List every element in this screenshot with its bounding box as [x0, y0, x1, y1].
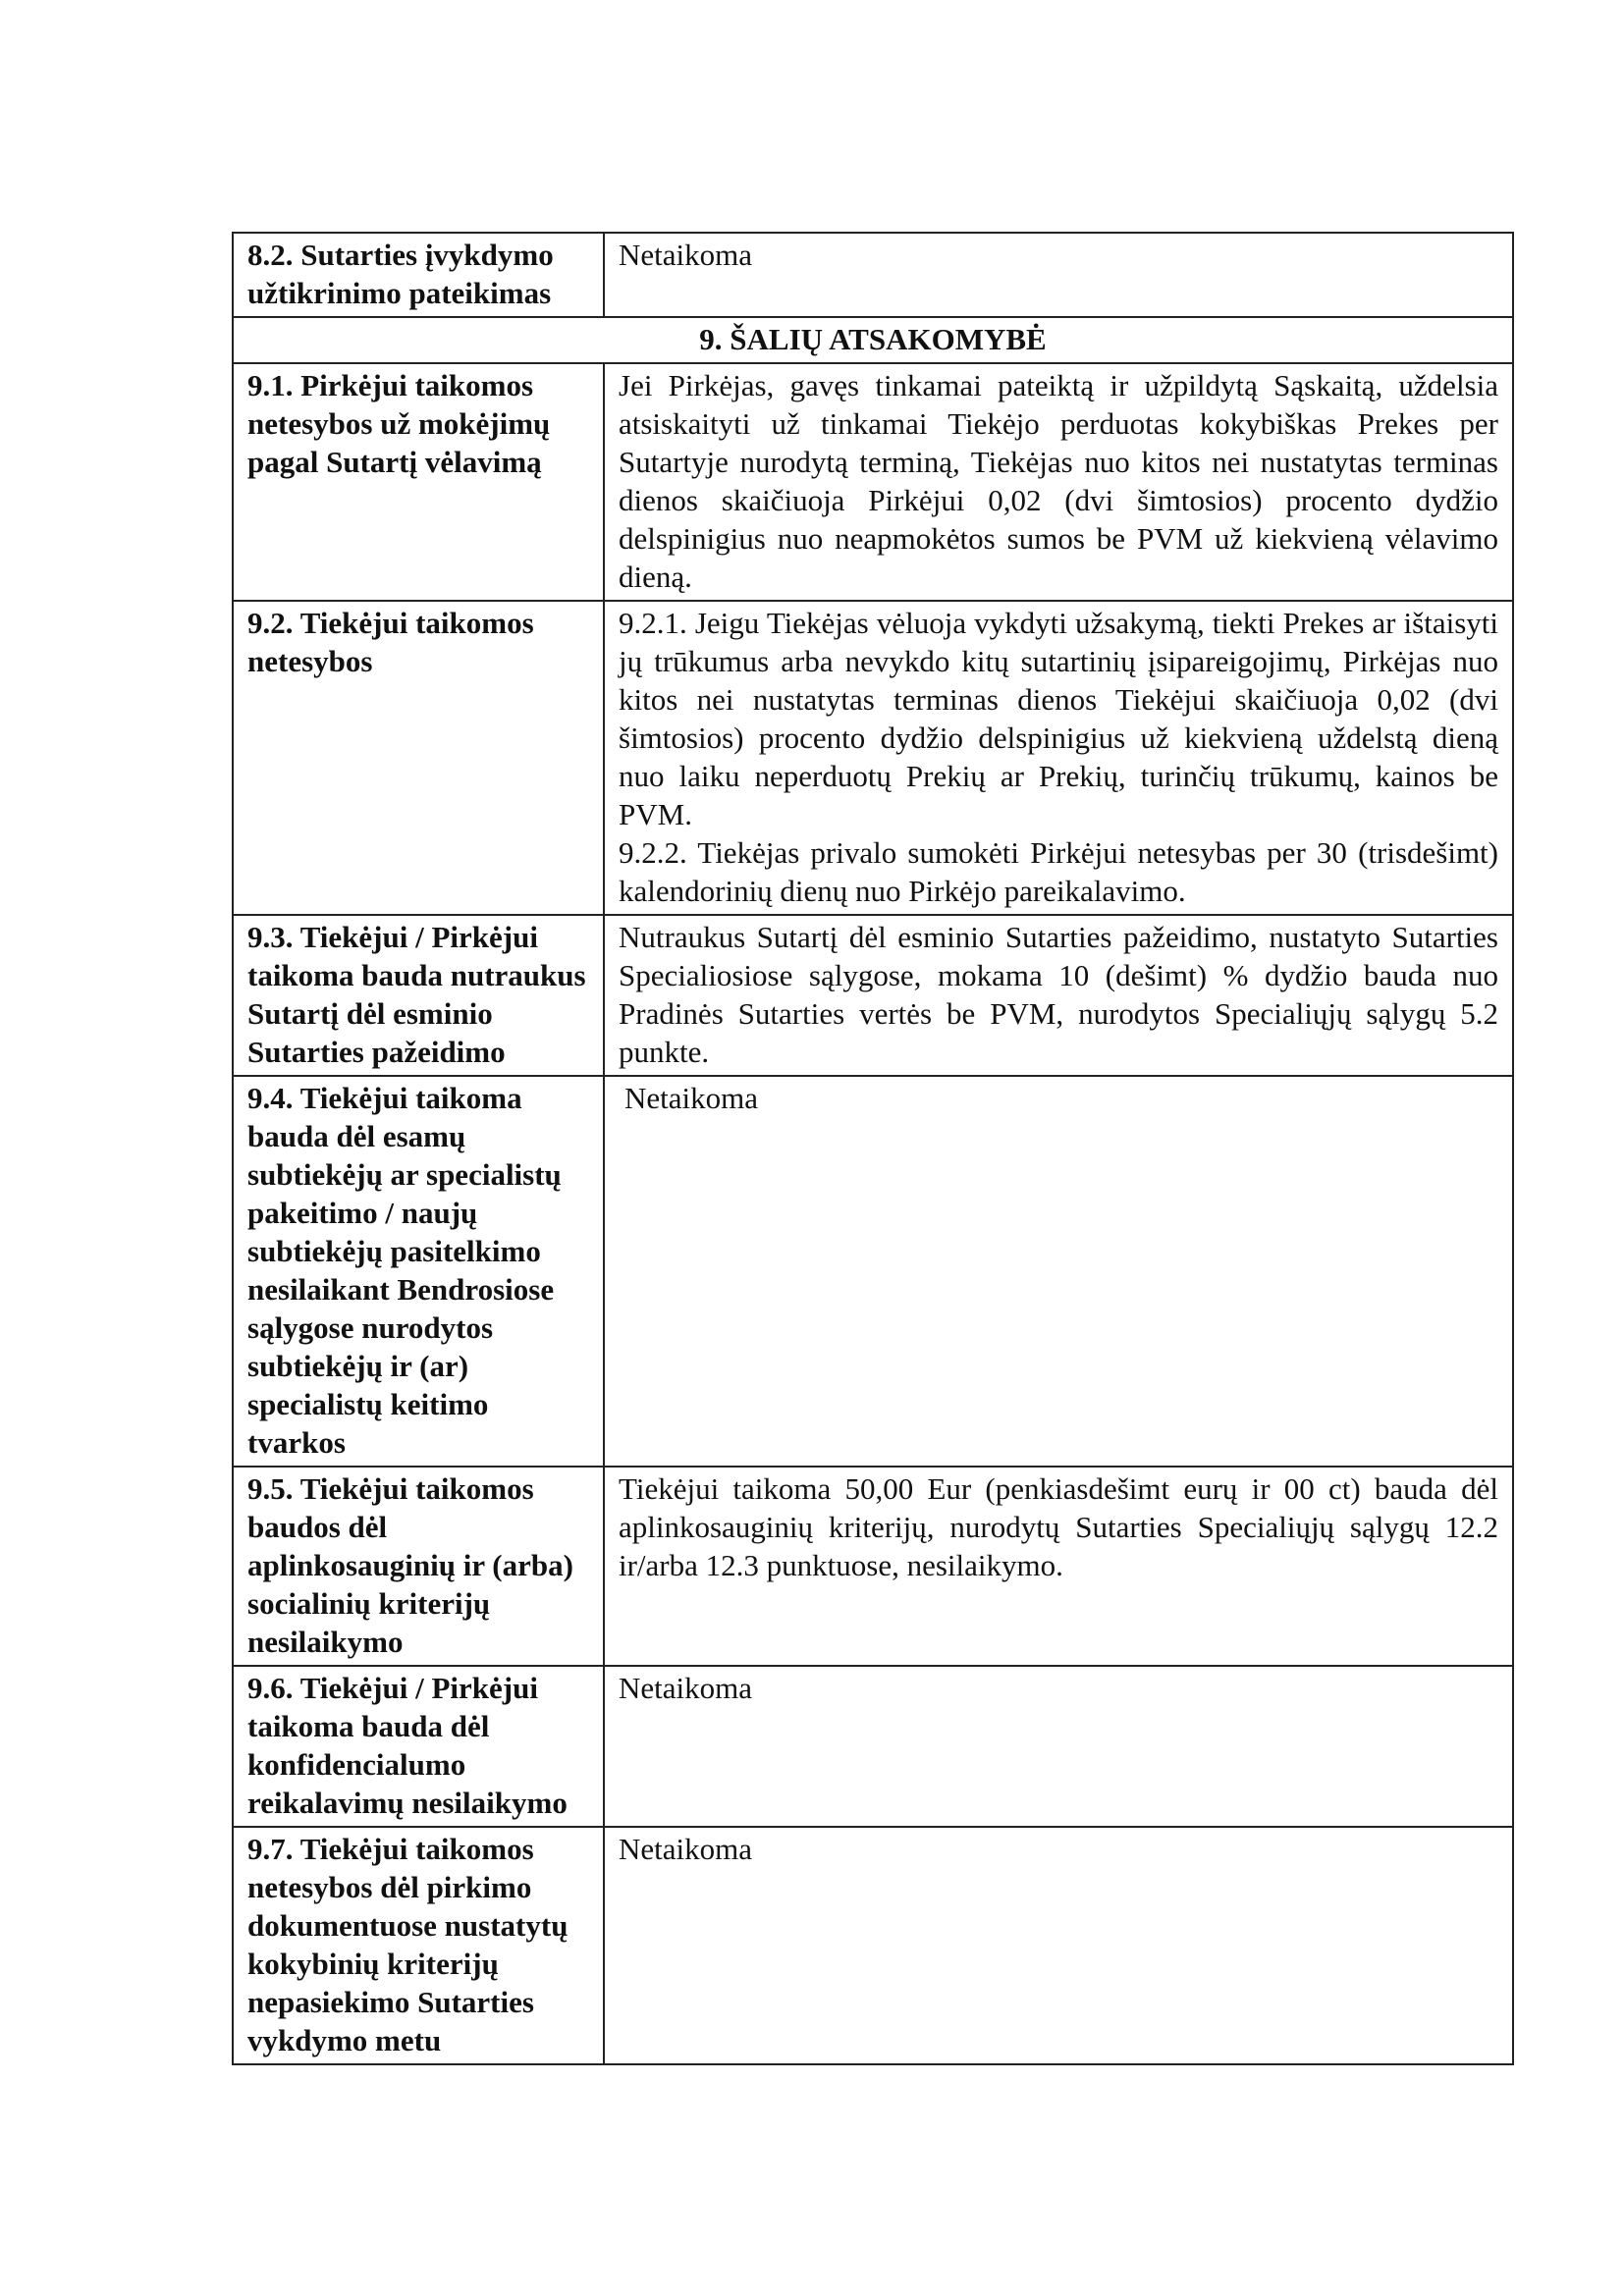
table-row [233, 1666, 1513, 1827]
row-content [604, 1827, 1513, 2064]
row-label: 9.3. Tiekėjui / Pirkėjui taikoma bauda nutraukus Sutartį dėl esminio Sutarties pažeidimo [233, 915, 604, 1076]
row-label: 9.7. Tiekėjui taikomos netesybos dėl pirkimo dokumentuose nustatytų kokybinių kriterijų nepasiekimo Sutarties vykdymo metu [233, 1827, 604, 2064]
row-label: 9.2. Tiekėjui taikomos netesybos [233, 601, 604, 915]
section-heading: 9. ŠALIŲ ATSAKOMYBĖ [233, 317, 1513, 363]
paragraph: Netaikoma [619, 238, 753, 272]
table-row [233, 233, 1513, 317]
row-content [604, 1666, 1513, 1827]
paragraph: Jei Pirkėjas, gavęs tinkamai pateiktą ir užpildytą Sąskaitą, uždelsia atsiskaityti už tinkamai Tiekėjo perduotas kokybiškas Prekes per Sutartyje nurodytą terminą, Tiekėjas nuo kitos nei nustatytas terminas dienos skaičiuoja Pirkėjui 0,02 (dvi šimtosios) procento dydžio delspinigius nuo neapmokėtos sumos be PVM už kiekvieną vėlavimo dieną. [619, 368, 1498, 594]
paragraph: 9.2.1. Jeigu Tiekėjas vėluoja vykdyti užsakymą, tiekti Prekes ar ištaisyti jų trūkumus arba nevykdo kitų sutartinių įsipareigojimų, Pirkėjas nuo kitos nei nustatytas terminas dienos Tiekėjui skaičiuoja 0,02 (dvi šimtosios) procento dydžio delspinigius už kiekvieną uždelstą dieną nuo laiku neperduotų Prekių ar Prekių, turinčių trūkumų, kainos be PVM. [619, 606, 1498, 831]
table-row [233, 363, 1513, 601]
row-content [604, 1076, 1513, 1467]
section-heading-row [233, 317, 1513, 363]
row-content [604, 601, 1513, 915]
row-label: 9.4. Tiekėjui taikoma bauda dėl esamų subtiekėjų ar specialistų pakeitimo / naujų subtiekėjų pasitelkimo nesilaikant Bendrosiose sąlygose nurodytos subtiekėjų ir (ar) specialistų keitimo tvarkos [233, 1076, 604, 1467]
table-row [233, 1467, 1513, 1666]
row-content [604, 1467, 1513, 1666]
table-row [233, 601, 1513, 915]
paragraph: Netaikoma [624, 1081, 759, 1115]
row-content [604, 233, 1513, 317]
row-content [604, 363, 1513, 601]
table-row [233, 915, 1513, 1076]
table-row [233, 1076, 1513, 1467]
paragraph: Netaikoma [619, 1671, 753, 1705]
row-content [604, 915, 1513, 1076]
paragraph: Netaikoma [619, 1832, 753, 1866]
row-label: 9.6. Tiekėjui / Pirkėjui taikoma bauda dėl konfidencialumo reikalavimų nesilaikymo [233, 1666, 604, 1827]
row-label: 8.2. Sutarties įvykdymo užtikrinimo pateikimas [233, 233, 604, 317]
row-label: 9.5. Tiekėjui taikomos baudos dėl aplinkosauginių ir (arba) socialinių kriterijų nesilaikymo [233, 1467, 604, 1666]
paragraph: 9.2.2. Tiekėjas privalo sumokėti Pirkėjui netesybas per 30 (trisdešimt) kalendorinių dienų nuo Pirkėjo pareikalavimo. [619, 835, 1498, 908]
paragraph: Nutraukus Sutartį dėl esminio Sutarties pažeidimo, nustatyto Sutarties Specialiosiose sąlygose, mokama 10 (dešimt) % dydžio bauda nuo Pradinės Sutarties vertės be PVM, nurodytos Specialiųjų sąlygų 5.2 punkte. [619, 920, 1498, 1069]
contract-terms-table [232, 232, 1514, 2065]
row-label: 9.1. Pirkėjui taikomos netesybos už mokėjimų pagal Sutartį vėlavimą [233, 363, 604, 601]
paragraph: Tiekėjui taikoma 50,00 Eur (penkiasdešimt eurų ir 00 ct) bauda dėl aplinkosauginių kriterijų, nurodytų Sutarties Specialiųjų sąlygų 12.2 ir/arba 12.3 punktuose, nesilaikymo. [619, 1471, 1498, 1582]
table-row [233, 1827, 1513, 2064]
